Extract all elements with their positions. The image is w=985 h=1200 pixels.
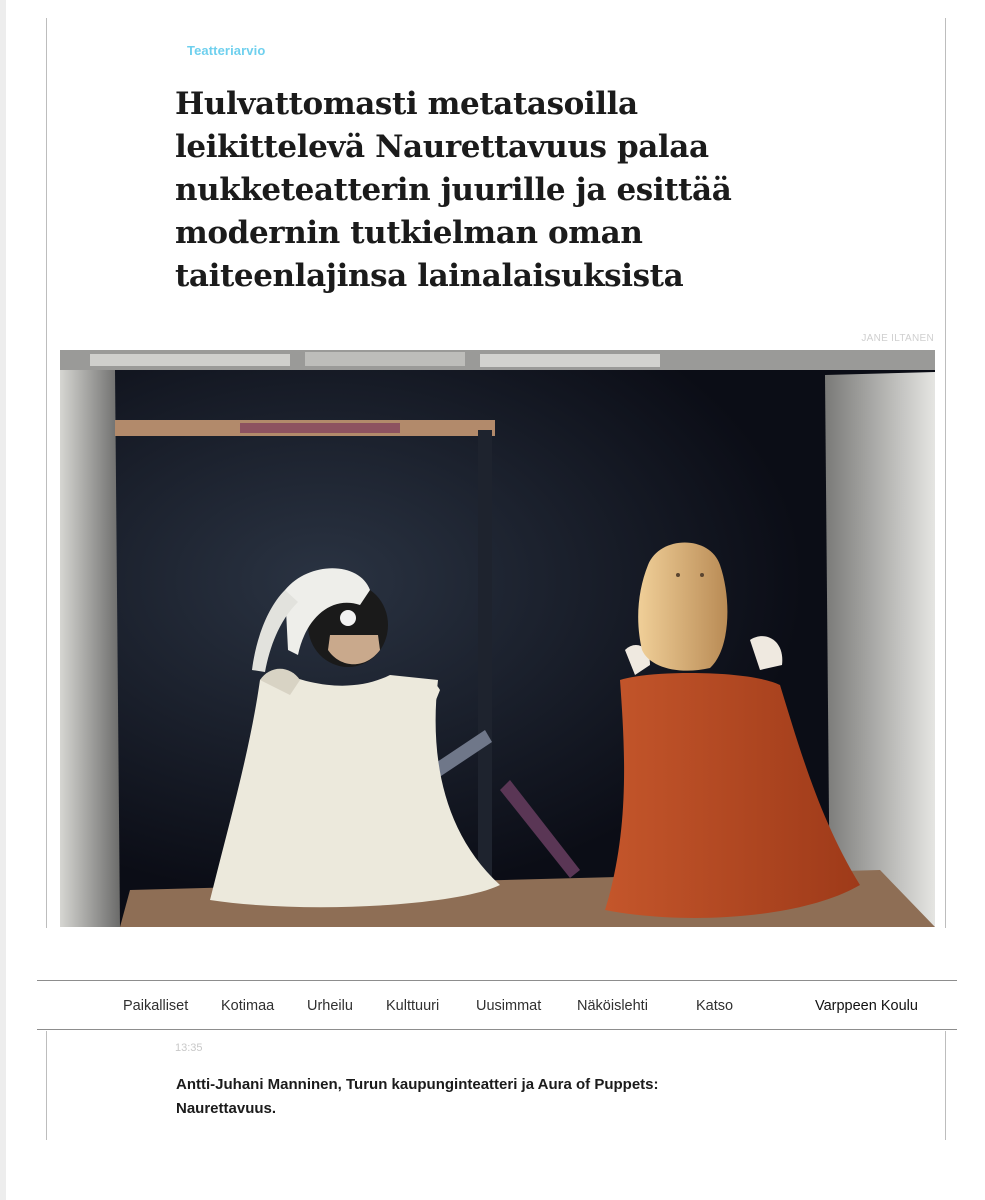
- caption-line: Naurettavuus.: [176, 1100, 277, 1117]
- puppet-theatre-photo-icon: [60, 350, 935, 927]
- nav-item-kulttuuri[interactable]: Kulttuuri: [386, 998, 440, 1014]
- headline-line: Hulvattomasti metatasoilla: [175, 86, 638, 122]
- page-left-edge: [0, 0, 6, 1200]
- headline-line: leikittelevä Naurettavuus palaa: [175, 129, 709, 165]
- headline-line: taiteenlajinsa lainalaisuksista: [175, 258, 684, 294]
- headline-line: nukketeatterin juurille ja esittää: [175, 172, 732, 208]
- nav-item-katso[interactable]: Katso: [696, 998, 734, 1014]
- nav-item-nakoislehti[interactable]: Näköislehti: [577, 998, 648, 1014]
- photo-credit: JANE ILTANEN: [861, 333, 934, 344]
- photo-caption: [176, 1073, 776, 1121]
- content-right-border: [945, 18, 946, 928]
- article-timestamp: 13:35: [175, 1042, 203, 1054]
- nav-item-paikalliset[interactable]: Paikalliset: [123, 998, 189, 1014]
- nav-item-kotimaa[interactable]: Kotimaa: [221, 998, 275, 1014]
- nav-item-uusimmat[interactable]: Uusimmat: [476, 998, 542, 1014]
- nav-bottom-rule: [37, 1029, 957, 1030]
- caption-line: Antti-Juhani Manninen, Turun kaupunginteatteri ja Aura of Puppets:: [176, 1076, 659, 1093]
- article-photo[interactable]: [60, 350, 935, 927]
- headline-line: modernin tutkielman oman: [175, 215, 643, 251]
- article-category[interactable]: Teatteriarvio: [187, 43, 266, 58]
- lower-left-border: [46, 1031, 47, 1140]
- nav-item-urheilu[interactable]: Urheilu: [307, 998, 353, 1014]
- article-headline: [175, 83, 815, 298]
- nav-item-varppeen-koulu[interactable]: Varppeen Koulu: [815, 998, 918, 1014]
- content-left-border: [46, 18, 47, 928]
- section-nav: [37, 981, 957, 1029]
- lower-right-border: [945, 1031, 946, 1140]
